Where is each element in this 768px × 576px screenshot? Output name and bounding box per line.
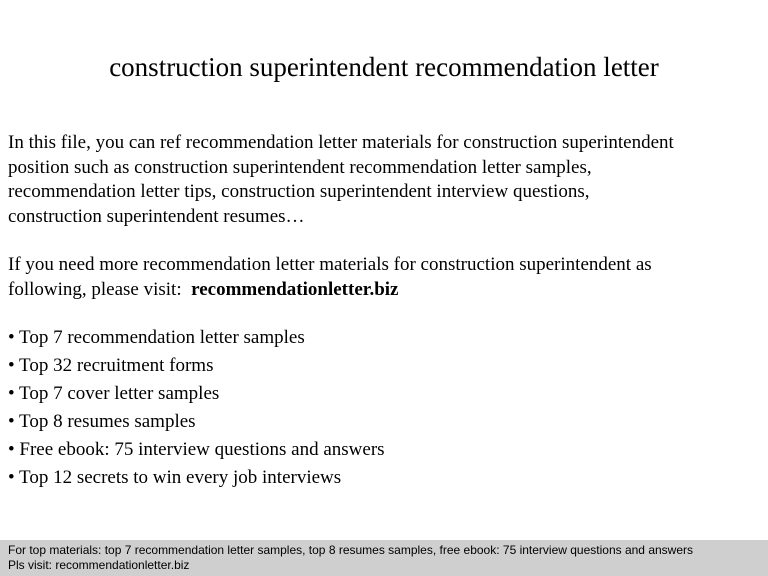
- intro-paragraph: [8, 131, 760, 229]
- footer-line: Pls visit: recommendationletter.biz: [8, 558, 190, 572]
- intro-line: In this file, you can ref recommendation letter materials for construction superintendent: [8, 132, 674, 153]
- visit-prefix: following, please visit:: [8, 278, 182, 300]
- footer-line: For top materials: top 7 recommendation letter samples, top 8 resumes samples, free ebook: 75 interview questions and answers: [8, 543, 694, 557]
- intro-line: construction superintendent resumes…: [8, 205, 305, 227]
- list-item: • Free ebook: 75 interview questions and answers: [8, 439, 385, 460]
- list-item: • Top 7 cover letter samples: [8, 383, 220, 404]
- list-item: • Top 32 recruitment forms: [8, 355, 214, 376]
- bullet-list: [8, 326, 760, 491]
- more-line-visit: [8, 278, 760, 303]
- list-item: • Top 7 recommendation letter samples: [8, 327, 305, 348]
- list-item: • Top 8 resumes samples: [8, 411, 196, 432]
- site-link[interactable]: recommendationletter.biz: [191, 278, 399, 300]
- footer-bar: [0, 540, 768, 576]
- list-item: • Top 12 secrets to win every job interviews: [8, 467, 342, 488]
- main-content: [8, 131, 760, 494]
- more-line: If you need more recommendation letter materials for construction superintendent as: [8, 254, 652, 275]
- intro-line: position such as construction superintendent recommendation letter samples,: [8, 156, 592, 178]
- page-title: construction superintendent recommendation letter: [109, 52, 659, 82]
- intro-line: recommendation letter tips, construction superintendent interview questions,: [8, 181, 590, 202]
- more-paragraph: [8, 253, 760, 302]
